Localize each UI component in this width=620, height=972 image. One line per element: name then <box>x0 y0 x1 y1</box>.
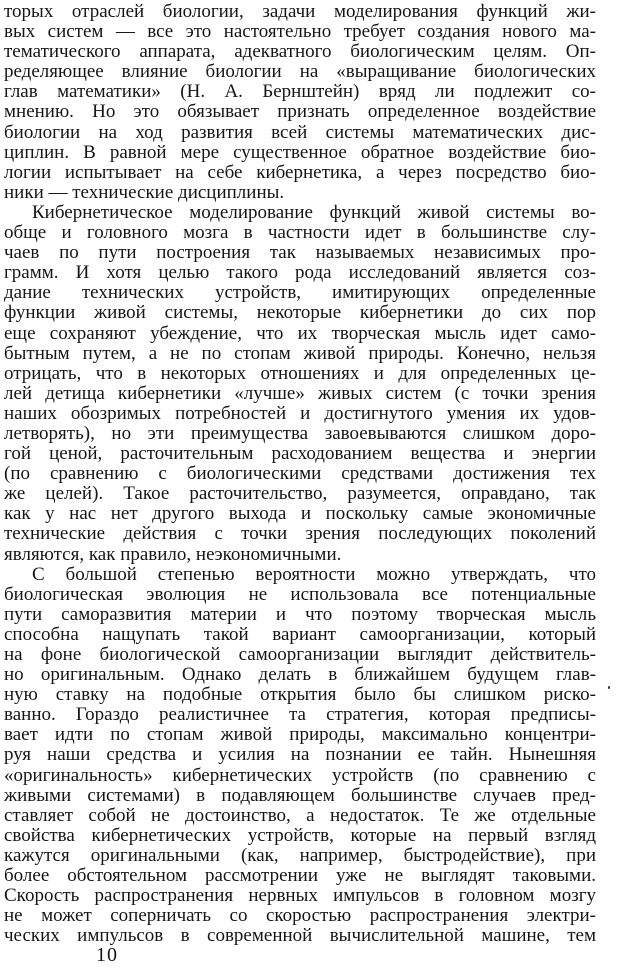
paragraph <box>4 2 596 203</box>
text-line: ческих импульсов в современной вычислительной машине, тем <box>4 925 596 947</box>
text-line: живыми системами) в подавляющем большинстве случаев пред- <box>4 784 596 806</box>
text-line: кажутся оригинальными (как, например, быстродействие), при <box>4 844 596 866</box>
text-line: не может соперничать со скоростью распространения электри- <box>4 905 596 927</box>
paragraph <box>4 203 596 565</box>
text-line: летворять), но эти преимущества завоевываются слишком доро- <box>4 422 596 444</box>
text-line: руя наши средства и усилия на познании ее тайн. Нынешняя <box>4 744 596 766</box>
text-line: торых отраслей биологии, задачи моделирования функций жи- <box>4 1 596 22</box>
text-line: дание технических устройств, имитирующих определенные <box>4 282 596 304</box>
text-line: способна нащупать такой вариант самоорганизации, который <box>4 623 596 645</box>
text-line: свойства кибернетических устройств, которые на первый взгляд <box>4 824 596 846</box>
text-line: ники — технические дисциплины. <box>4 181 285 203</box>
text-line: на фоне биологической самоорганизации выглядит действитель- <box>4 644 596 665</box>
text-line: ставляет собой не достоинство, а недостаток. Те же отдельные <box>4 804 596 826</box>
text-line: мнению. Но это обязывает признать определенное воздействие <box>4 101 596 123</box>
text-line: пути саморазвития материи и что поэтому творческая мысль <box>4 603 596 625</box>
paragraph <box>4 565 596 947</box>
text-line: ную ставку на подобные открытия было бы слишком риско- <box>4 684 596 706</box>
text-line: бытным путем, а не по стопам живой природы. Конечно, нельзя <box>4 342 596 364</box>
text-line: еще сохраняют убеждение, что их творческая мысль идет само- <box>4 322 596 344</box>
text-line: технические действия с точки зрения последующих поколений <box>4 523 596 545</box>
text-line: «оригинальность» кибернетических устройств (по сравнению с <box>4 764 596 786</box>
text-line: как у нас нет другого выхода и поскольку самые экономичные <box>4 503 596 525</box>
text-line: лей детища кибернетики «лучше» живых систем (с точки зрения <box>4 382 596 404</box>
text-line: биологии на ход развития всей системы математических дис- <box>4 121 596 143</box>
text-line: обще и головного мозга в частности идет в большинстве слу- <box>4 222 596 244</box>
print-speck <box>608 686 610 689</box>
page-number: 10 <box>96 944 118 966</box>
text-line: отрицать, что в некоторых отношениях и для определенных це- <box>4 362 596 384</box>
text-line: логии испытывает на себе кибернетика, а через посредство био- <box>4 161 596 183</box>
text-line: грамм. И хотя целью такого рода исследований является соз- <box>4 262 596 284</box>
text-line: чаев по пути построения так называемых независимых про- <box>4 242 596 264</box>
text-line: же целей). Такое расточительство, разумеется, оправдано, так <box>4 483 596 505</box>
text-line: ванно. Гораздо реалистичнее та стратегия, которая предписы- <box>4 704 596 726</box>
text-line: С большой степенью вероятности можно утверждать, что <box>32 563 596 585</box>
body-text <box>4 2 596 946</box>
text-line: ределяющее влияние биологии на «выращивание биологических <box>4 61 596 83</box>
text-line: Скорость распространения нервных импульсов в головном мозгу <box>4 885 596 907</box>
text-line: наших обозримых потребностей и достигнутого умения их удов- <box>4 402 596 424</box>
text-line: глав математики» (Н. А. Бернштейн) вряд ли подлежит со- <box>4 81 596 103</box>
text-line: вает идти по стопам живой природы, максимально концентри- <box>4 724 596 746</box>
text-line: вых систем — все это настоятельно требует создания нового ма- <box>4 21 596 43</box>
text-line: биологическая эволюция не использовала все потенциальные <box>4 583 596 605</box>
text-line: функции живой системы, некоторые кибернетики до сих пор <box>4 302 596 324</box>
text-line: более обстоятельном рассмотрении уже не выглядят таковыми. <box>4 865 596 887</box>
text-line: Кибернетическое моделирование функций живой системы во- <box>32 201 596 223</box>
text-line: (по сравнению с биологическими средствами достижения тех <box>4 463 596 485</box>
text-line: циплин. В равной мере существенное обратное воздействие био- <box>4 141 596 163</box>
text-line: гой ценой, расточительным расходованием вещества и энергии <box>4 443 596 465</box>
text-line: тематического аппарата, адекватного биологическим целям. Оп- <box>4 41 596 63</box>
text-line: но оригинальным. Однако делать в ближайшем будущем глав- <box>4 664 596 686</box>
text-line: являются, как правило, неэкономичными. <box>4 543 342 565</box>
